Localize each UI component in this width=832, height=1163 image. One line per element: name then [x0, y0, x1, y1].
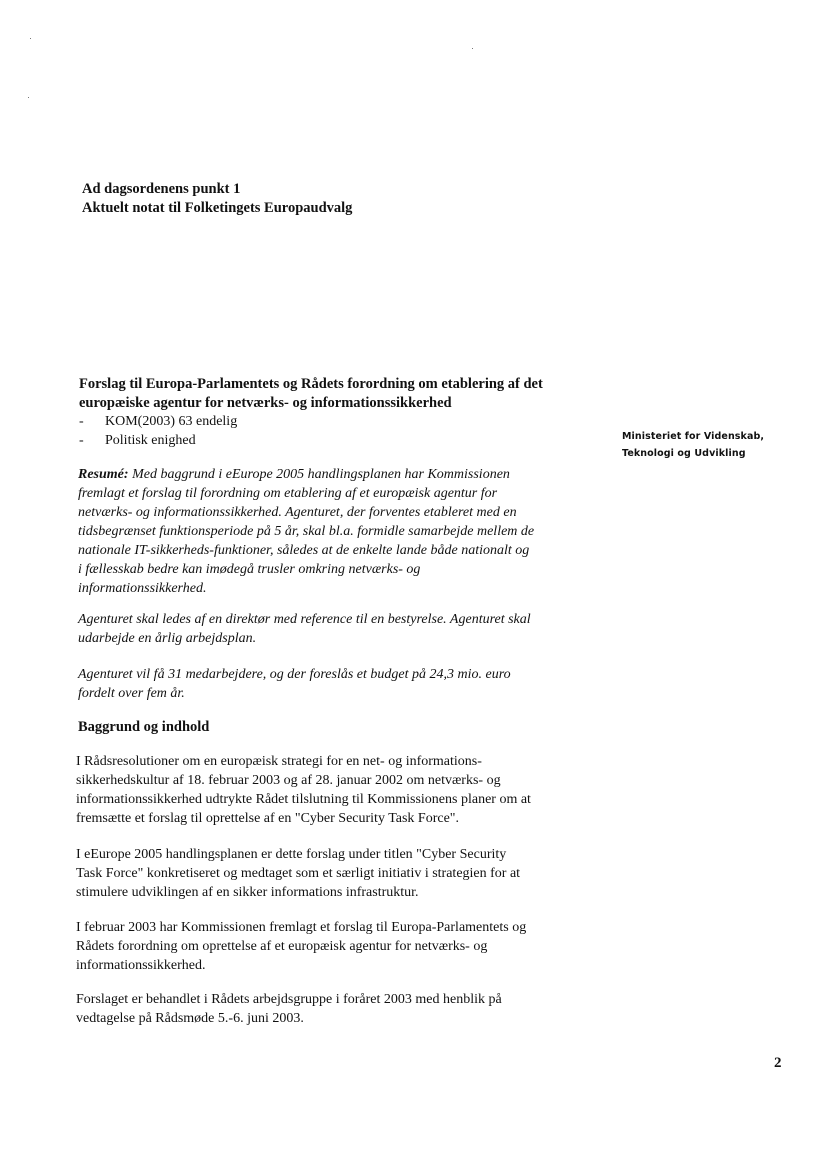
- ministry-line-1: Ministeriet for Videnskab,: [622, 431, 765, 442]
- page-number: 2: [774, 1055, 782, 1071]
- resume-paragraph-2: [78, 610, 618, 648]
- bullet-text: Politisk enighed: [105, 433, 196, 448]
- resume-line: netværks- og informationssikkerhed. Agenturet, der forventes etableret med en: [78, 505, 517, 520]
- resume-line: nationale IT-sikkerheds-funktioner, således at de enkelte lande både nationalt og: [78, 543, 530, 558]
- paragraph-line: Task Force" konkretiseret og medtaget som et særligt initiativ i strategien for at: [76, 866, 521, 881]
- paragraph-line: fremsætte et forslag til oprettelse af en "Cyber Security Task Force".: [76, 811, 460, 826]
- paragraph-line: I Rådsresolutioner om en europæisk strategi for en net- og informations-: [76, 754, 482, 769]
- background-paragraph-4: [76, 990, 626, 1028]
- paragraph-line: I februar 2003 har Kommissionen fremlagt et forslag til Europa-Parlamentets og: [76, 920, 527, 935]
- title-line-1: Forslag til Europa-Parlamentets og Rådets forordning om etablering af det: [79, 376, 543, 392]
- background-paragraph-1: [76, 752, 626, 828]
- resume-section: [78, 465, 618, 598]
- paragraph-line: sikkerhedskultur af 18. februar 2003 og af 28. januar 2002 om netværks- og: [76, 773, 501, 788]
- paragraph-line: udarbejde en årlig arbejdsplan.: [78, 631, 257, 646]
- agenda-header: [82, 180, 352, 218]
- agenda-item: Ad dagsordenens punkt 1: [82, 181, 241, 197]
- resume-line: i fællesskab bedre kan imødegå trusler omkring netværks- og: [78, 562, 421, 577]
- agenda-subtitle: Aktuelt notat til Folketingets Europaudvalg: [82, 200, 353, 216]
- paragraph-line: Agenturet skal ledes af en direktør med reference til en bestyrelse. Agenturet skal: [78, 612, 531, 627]
- paragraph-line: informationssikkerhed.: [76, 958, 206, 973]
- resume-paragraph: [78, 465, 618, 484]
- scan-speck: [30, 38, 31, 39]
- paragraph-line: Agenturet vil få 31 medarbejdere, og der foreslås et budget på 24,3 mio. euro: [78, 667, 511, 682]
- reference-list: [79, 412, 237, 450]
- resume-paragraph-3: [78, 665, 618, 703]
- resume-line: informationssikkerhed.: [78, 581, 207, 596]
- resume-line: Med baggrund i eEurope 2005 handlingsplanen har Kommissionen: [132, 467, 510, 482]
- list-item: [79, 431, 237, 450]
- document-title: [79, 375, 543, 413]
- scan-speck: [472, 48, 473, 49]
- background-paragraph-2: [76, 845, 626, 902]
- resume-line: tidsbegrænset funktionsperiode på 5 år, skal bl.a. formidle samarbejde mellem de: [78, 524, 535, 539]
- resume-label: Resumé:: [78, 467, 129, 482]
- title-line-2: europæiske agentur for netværks- og informationssikkerhed: [79, 395, 452, 411]
- ministry-line-2: Teknologi og Udvikling: [622, 448, 746, 459]
- resume-line: fremlagt et forslag til forordning om etablering af et europæisk agentur for: [78, 486, 498, 501]
- paragraph-line: vedtagelse på Rådsmøde 5.-6. juni 2003.: [76, 1011, 304, 1026]
- paragraph-line: informationssikkerhed udtrykte Rådet tilslutning til Kommissionens planer om at: [76, 792, 531, 807]
- bullet-dash: -: [79, 414, 84, 429]
- paragraph-line: Forslaget er behandlet i Rådets arbejdsgruppe i foråret 2003 med henblik på: [76, 992, 502, 1007]
- paragraph-line: Rådets forordning om oprettelse af et europæisk agentur for netværks- og: [76, 939, 488, 954]
- paragraph-line: stimulere udviklingen af en sikker informations infrastruktur.: [76, 885, 419, 900]
- bullet-text: KOM(2003) 63 endelig: [105, 414, 238, 429]
- section-heading: Baggrund og indhold: [78, 719, 210, 735]
- scan-speck: [28, 97, 29, 98]
- list-item: [79, 412, 237, 431]
- paragraph-line: fordelt over fem år.: [78, 686, 185, 701]
- bullet-dash: -: [79, 433, 84, 448]
- ministry-label: [622, 428, 764, 462]
- background-paragraph-3: [76, 918, 626, 975]
- paragraph-line: I eEurope 2005 handlingsplanen er dette forslag under titlen "Cyber Security: [76, 847, 507, 862]
